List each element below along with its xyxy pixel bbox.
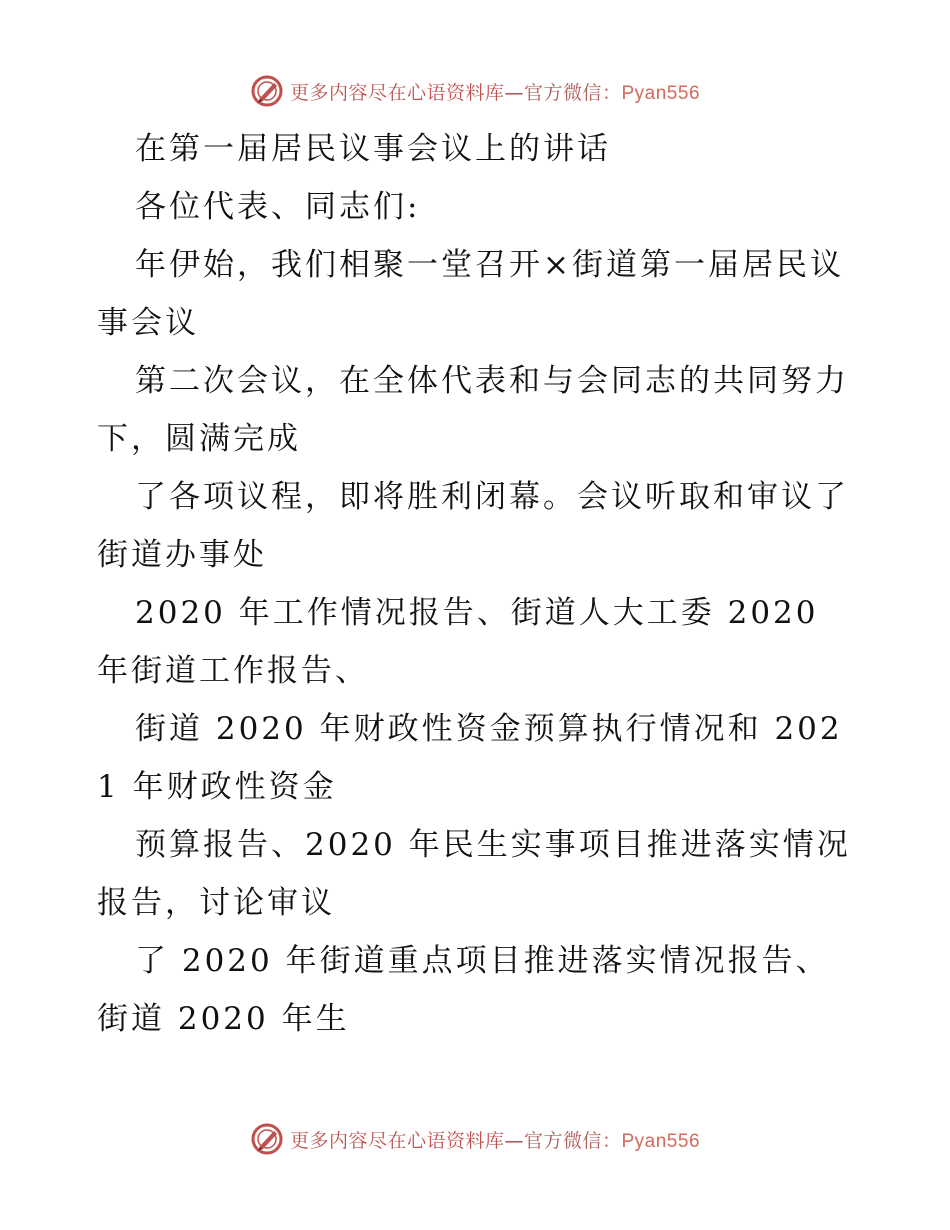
watermark-main-text: 更多内容尽在心语资料库	[289, 1129, 505, 1152]
salutation: 各位代表、同志们:	[135, 189, 421, 225]
circle-pen-logo-icon	[250, 74, 284, 108]
document-body	[97, 120, 857, 1048]
paragraph: 2020 年工作情况报告、街道人大工委 2020 年街道工作报告、	[97, 595, 819, 689]
watermark-wechat-label: 官方微信：	[523, 81, 622, 104]
watermark-main-text: 更多内容尽在心语资料库	[289, 81, 505, 104]
paragraph: 第二次会议，在全体代表和与会同志的共同努力下，圆满完成	[97, 363, 849, 457]
paragraph: 了各项议程，即将胜利闭幕。会议听取和审议了街道办事处	[97, 479, 849, 573]
watermark-wechat-label: 官方微信：	[523, 1129, 622, 1152]
paragraph: 年伊始，我们相聚一堂召开×街道第一届居民议事会议	[97, 247, 844, 341]
watermark-wechat-id: Pyan556	[621, 1130, 701, 1152]
paragraph: 街道 2020 年财政性资金预算执行情况和 2021 年财政性资金	[97, 711, 843, 805]
paragraph: 预算报告、2020 年民生实事项目推进落实情况报告，讨论审议	[97, 827, 851, 921]
header-watermark	[0, 71, 950, 111]
footer-watermark	[0, 1119, 950, 1159]
watermark-dash: —	[504, 81, 524, 104]
watermark-dash: —	[504, 1129, 524, 1152]
watermark-wechat-id: Pyan556	[621, 82, 701, 104]
circle-pen-logo-icon	[250, 1122, 284, 1156]
paragraph: 了 2020 年街道重点项目推进落实情况报告、街道 2020 年生	[97, 943, 830, 1037]
document-title: 在第一届居民议事会议上的讲话	[135, 131, 611, 167]
